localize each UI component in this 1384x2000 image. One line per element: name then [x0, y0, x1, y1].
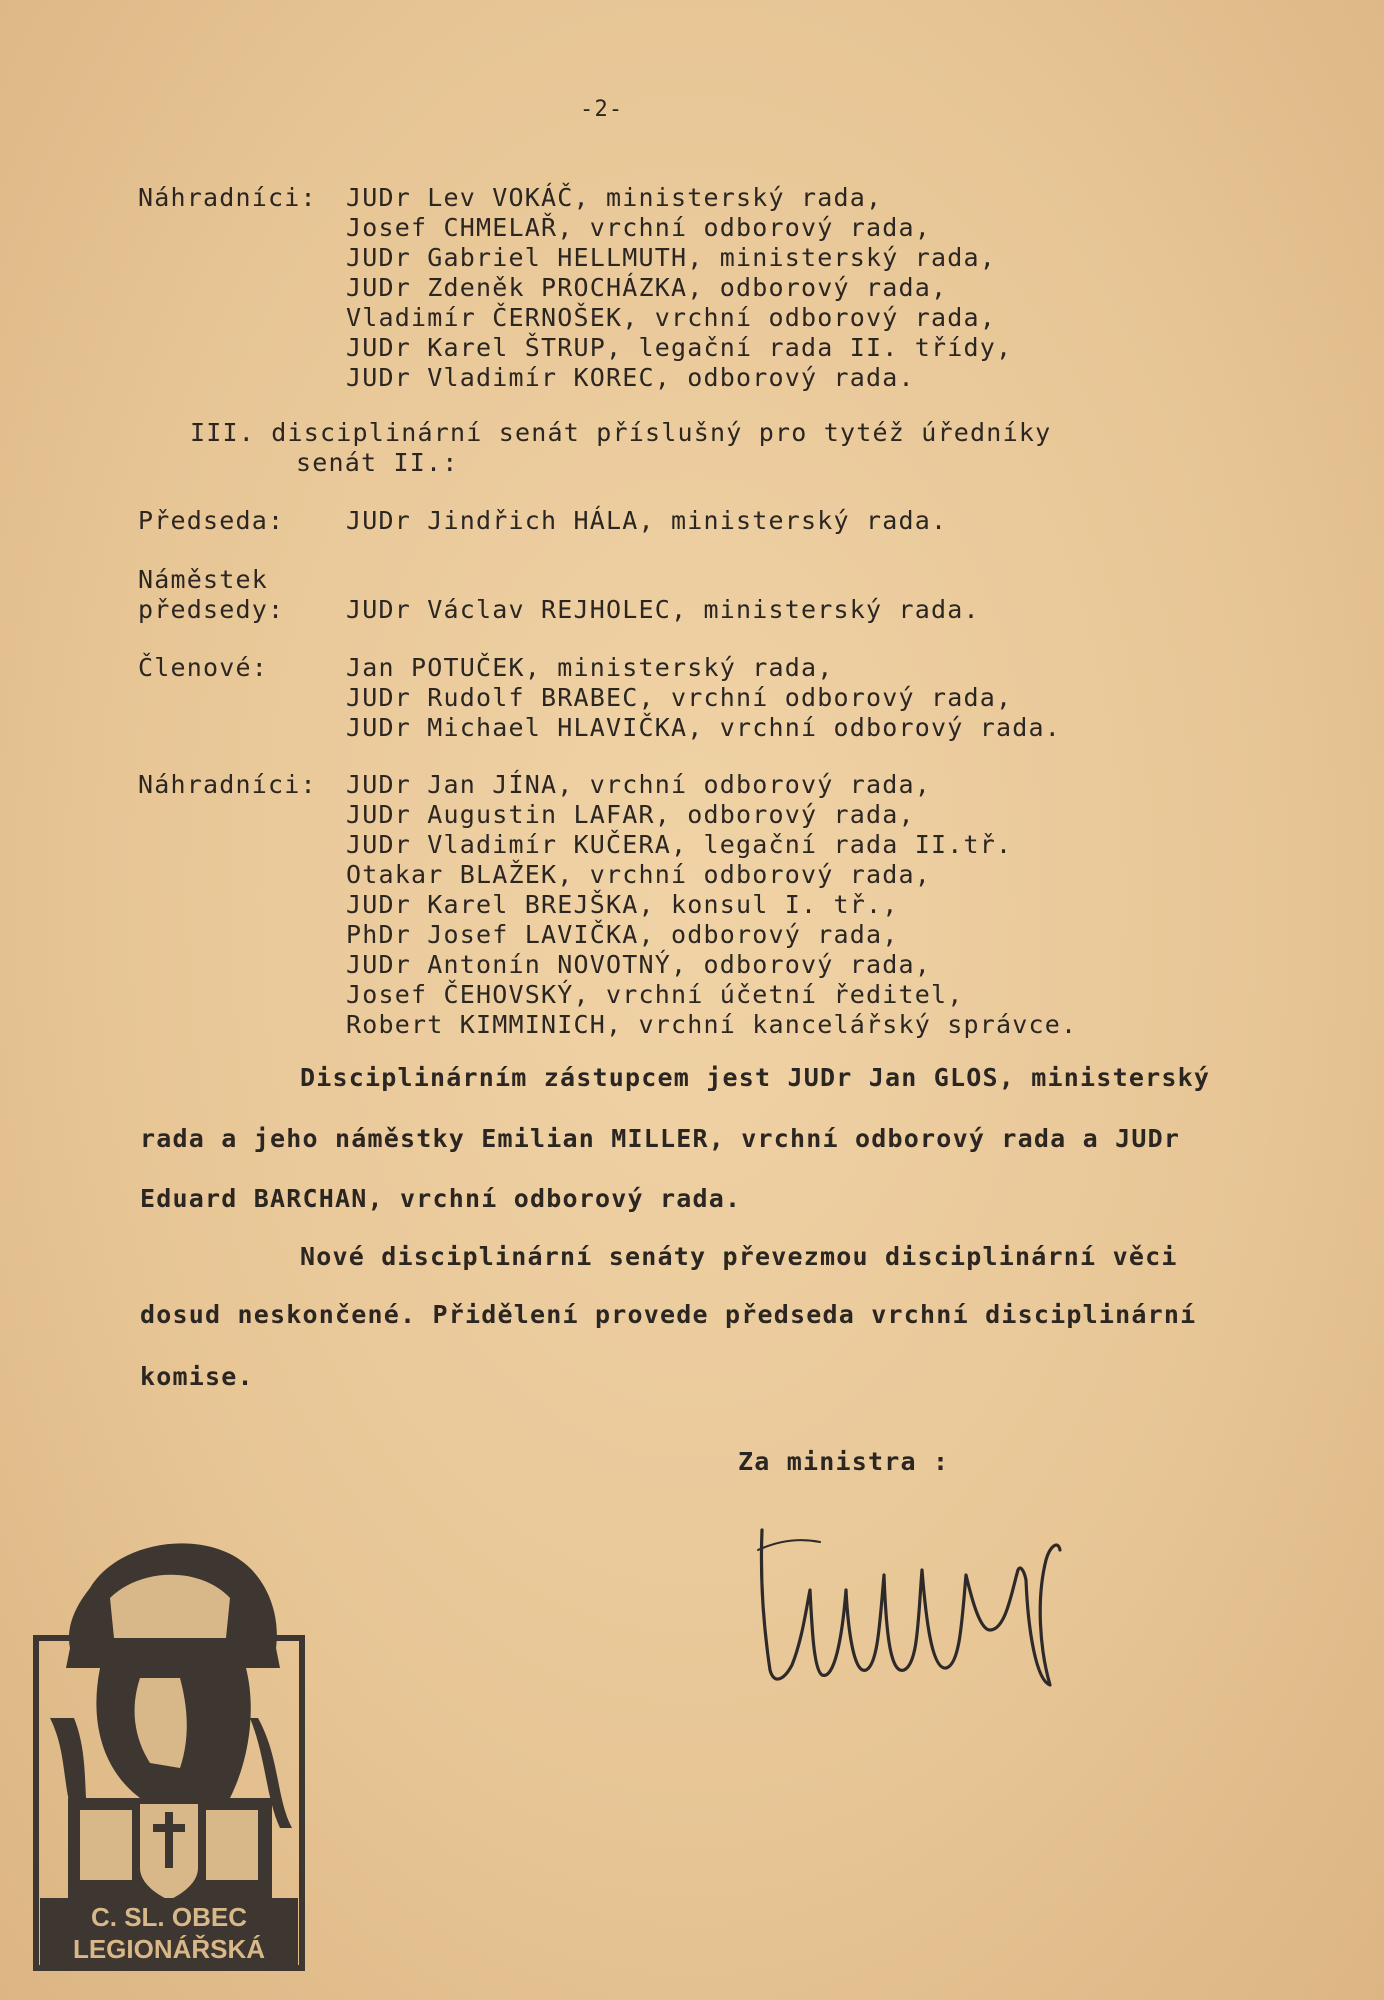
paragraph-1-line: Eduard BARCHAN, vrchní odborový rada. [140, 1184, 742, 1213]
paragraph-2-line: Nové disciplinární senáty převezmou disciplinární věci [300, 1242, 1178, 1271]
senate3-substitutes-label: Náhradníci: [138, 770, 317, 799]
senate2-substitute-line: JUDr Vladimír KOREC, odborový rada. [346, 363, 915, 392]
senate3-substitute-line: Otakar BLAŽEK, vrchní odborový rada, [346, 860, 932, 889]
senate2-substitute-line: JUDr Karel ŠTRUP, legační rada II. třídy, [346, 333, 1013, 362]
chairman-label: Předseda: [138, 506, 285, 535]
senate3-heading: III. disciplinární senát příslušný pro tytéž úředníky [190, 418, 1052, 447]
handwritten-signature [750, 1480, 1150, 1700]
paragraph-2-line: komise. [140, 1362, 254, 1391]
paragraph-1-line: rada a jeho náměstky Emilian MILLER, vrchní odborový rada a JUDr [140, 1124, 1181, 1153]
senate3-substitute-line: PhDr Josef LAVIČKA, odborový rada, [346, 920, 899, 949]
members-label: Členové: [138, 653, 269, 682]
signature-label: Za ministra : [738, 1447, 950, 1476]
senate3-substitute-line: JUDr Augustin LAFAR, odborový rada, [346, 800, 915, 829]
senate3-heading-cont: senát II.: [296, 448, 459, 477]
senate3-substitute-line: JUDr Jan JÍNA, vrchní odborový rada, [346, 770, 932, 799]
senate2-substitutes-label: Náhradníci: [138, 183, 317, 212]
senate3-substitute-line: Robert KIMMINICH, vrchní kancelářský správce. [346, 1010, 1078, 1039]
page-number: -2- [580, 97, 624, 122]
logo-text-line2: LEGIONÁŘSKÁ [72, 1934, 266, 1964]
senate2-substitute-line: Vladimír ČERNOŠEK, vrchní odborový rada, [346, 303, 997, 332]
paragraph-2-line: dosud neskončené. Přidělení provede předseda vrchní disciplinární [140, 1300, 1197, 1329]
member-line: JUDr Rudolf BRABEC, vrchní odborový rada, [346, 683, 1013, 712]
paragraph-1-line: Disciplinárním zástupcem jest JUDr Jan GLOS, ministerský [300, 1063, 1211, 1092]
senate3-substitute-line: JUDr Antonín NOVOTNÝ, odborový rada, [346, 950, 932, 979]
senate3-substitute-line: JUDr Vladimír KUČERA, legační rada II.tř. [346, 830, 1013, 859]
senate3-substitute-line: JUDr Karel BREJŠKA, konsul I. tř., [346, 890, 899, 919]
member-line: JUDr Michael HLAVIČKA, vrchní odborový rada. [346, 713, 1062, 742]
deputy-label-2: předsedy: [138, 595, 285, 624]
deputy-value: JUDr Václav REJHOLEC, ministerský rada. [346, 595, 980, 624]
chairman-value: JUDr Jindřich HÁLA, ministerský rada. [346, 506, 948, 535]
legion-logo [30, 1528, 308, 1972]
senate2-substitute-line: JUDr Zdeněk PROCHÁZKA, odborový rada, [346, 273, 948, 302]
deputy-label-1: Náměstek [138, 565, 269, 594]
logo-text-line1: C. SL. OBEC [90, 1902, 248, 1932]
senate3-substitute-line: Josef ČEHOVSKÝ, vrchní účetní ředitel, [346, 980, 964, 1009]
senate2-substitute-line: JUDr Gabriel HELLMUTH, ministerský rada, [346, 243, 997, 272]
senate2-substitute-line: Josef CHMELAŘ, vrchní odborový rada, [346, 213, 932, 242]
senate2-substitute-line: JUDr Lev VOKÁČ, ministerský rada, [346, 183, 883, 212]
member-line: Jan POTUČEK, ministerský rada, [346, 653, 834, 682]
